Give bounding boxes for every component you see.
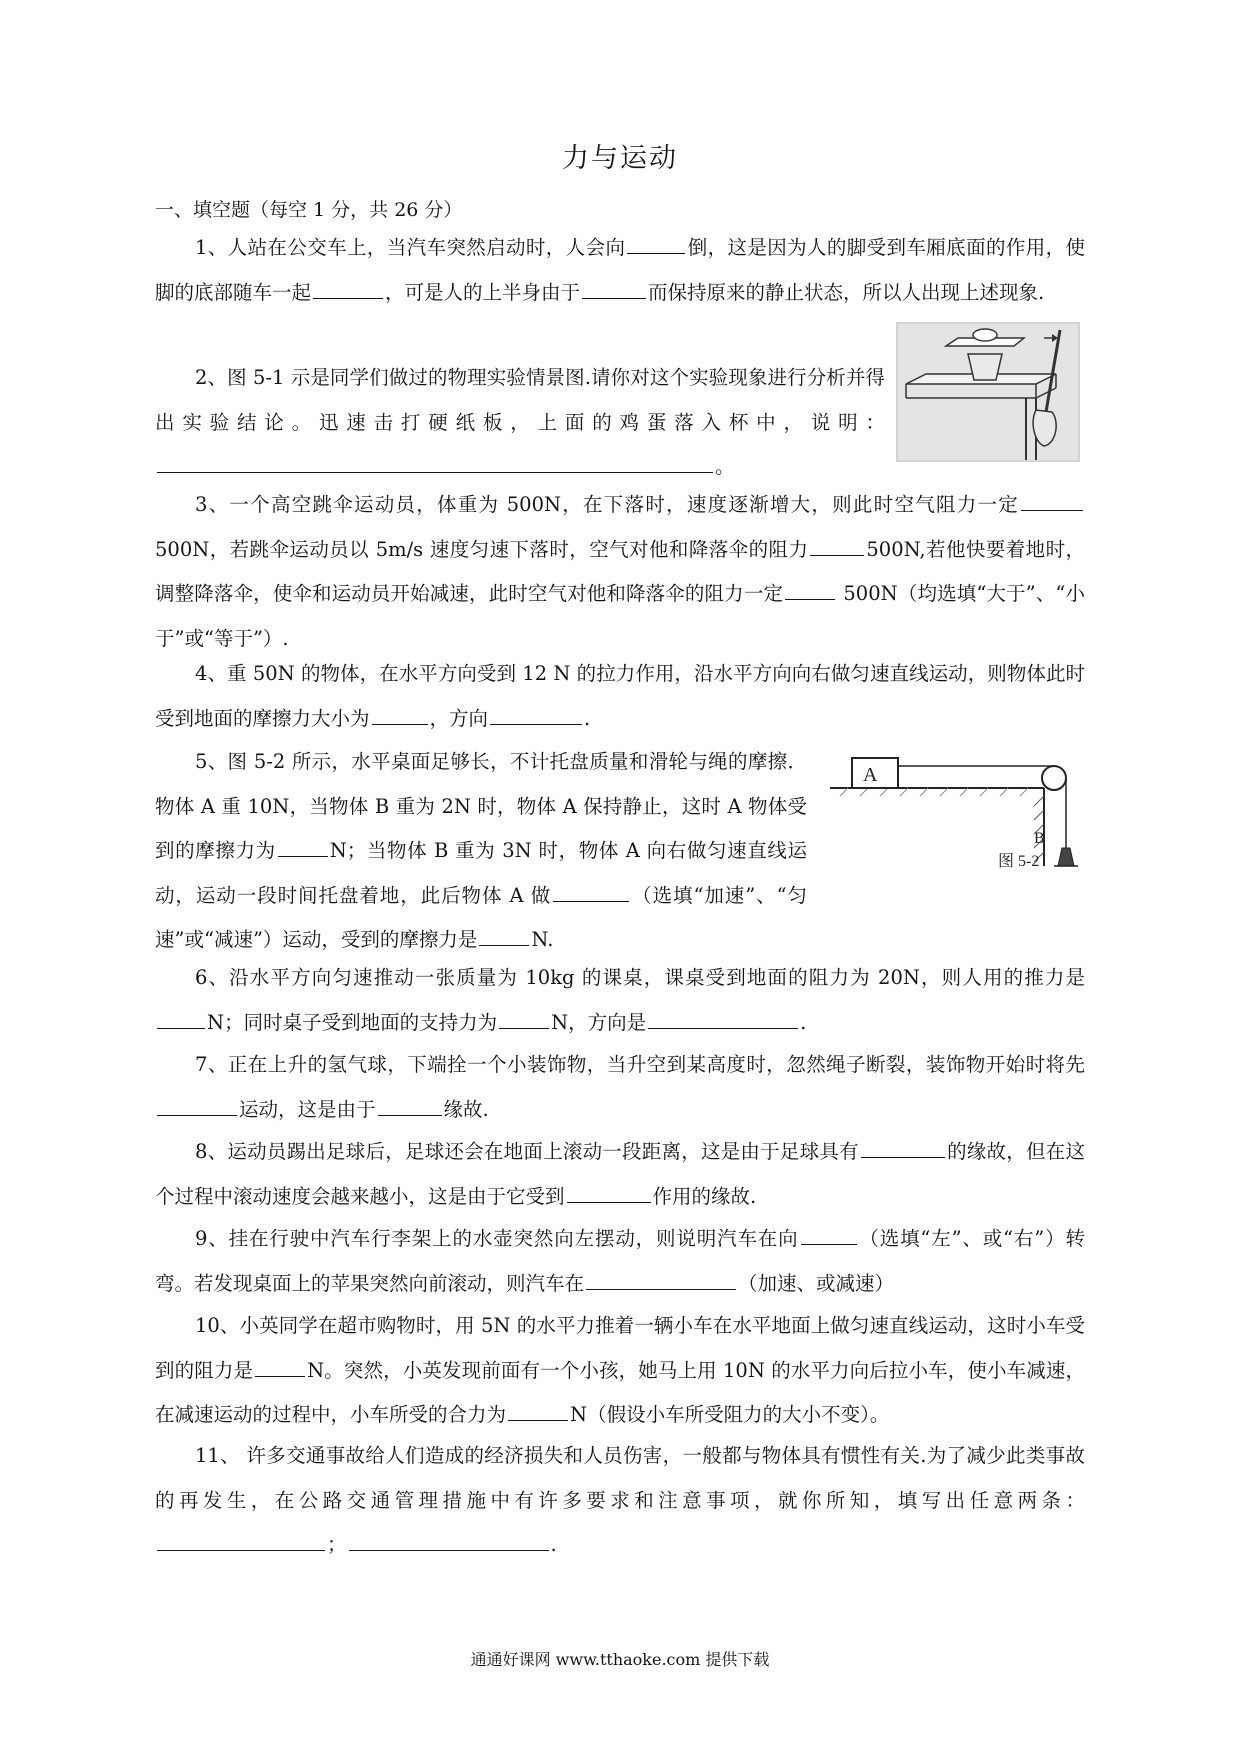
page-title: 力与运动 <box>562 143 678 174</box>
answer-blank[interactable] <box>810 533 864 556</box>
question-8: 8、运动员踢出足球后，足球还会在地面上滚动一段距离，这是由于足球具有 的缘故，但在这个过程中滚动速度会越来越小，这是由于它受到 作用的缘故. <box>155 1130 1085 1219</box>
figure-5-1-egg-cup-experiment <box>896 322 1080 462</box>
answer-blank[interactable] <box>499 1006 549 1029</box>
figure-5-2-caption: 图 5-2 <box>998 853 1040 870</box>
answer-blank[interactable] <box>157 1006 205 1029</box>
section-heading: 一、填空题（每空 1 分，共 26 分） <box>155 199 463 221</box>
page-footer: 通通好课网 www.tthaoke.com 提供下载 <box>470 1650 770 1669</box>
answer-blank[interactable] <box>627 231 685 254</box>
answer-blank[interactable] <box>313 276 383 299</box>
answer-blank[interactable] <box>479 923 529 946</box>
question-7: 7、正在上升的氢气球，下端拴一个小装饰物，当升空到某高度时，忽然绳子断裂，装饰物开始时将先运动，这是由于 缘故. <box>155 1043 1085 1132</box>
answer-blank[interactable] <box>582 276 646 299</box>
answer-blank[interactable] <box>378 1093 442 1116</box>
answer-blank[interactable] <box>567 1180 651 1203</box>
question-11: 11、 许多交通事故给人们造成的经济损失和人员伤害，一般都与物体具有惯性有关.为了减少此类事故的再发生，在公路交通管理措施中有许多要求和注意事项，就你所知，填写出任意两条：； . <box>155 1444 1085 1556</box>
answer-blank[interactable] <box>861 1135 945 1158</box>
answer-blank[interactable] <box>648 1006 798 1029</box>
answer-blank[interactable] <box>372 702 428 725</box>
answer-blank[interactable] <box>490 702 582 725</box>
question-5: 5、图 5-2 所示，水平桌面足够长，不计托盘质量和滑轮与绳的摩擦．物体 A 重 10N，当物体 B 重为 2N 时，物体 A 保持静止，这时 A 物体受到的摩擦力为 N；当物体 B 重为 3N 时，物体 A 向右做匀速直线运动，运动一段时间托盘着地，此后物体 A 做 （选填“加速”、“匀速”或“减速”）运动，受到的摩擦力是 N. <box>155 750 807 951</box>
answer-blank[interactable] <box>278 834 328 857</box>
answer-blank[interactable] <box>255 1354 305 1377</box>
svg-text:A: A <box>863 764 878 786</box>
answer-blank[interactable] <box>1021 488 1083 511</box>
answer-blank[interactable] <box>157 1528 325 1551</box>
answer-blank[interactable] <box>785 577 835 600</box>
question-1: 1、人站在公交车上，当汽车突然启动时，人会向 倒，这是因为人的脚受到车厢底面的作用，使脚的底部随车一起 ，可是人的上半身由于 而保持原来的静止状态，所以人出现上述现象. <box>155 226 1085 315</box>
figure-5-2-pulley-system <box>820 744 1080 880</box>
answer-blank[interactable] <box>586 1267 736 1290</box>
svg-text:B: B <box>1034 830 1045 847</box>
question-2: 2、图 5-1 示是同学们做过的物理实验情景图.请你对这个实验现象进行分析并得出实验结论。迅速击打硬纸板，上面的鸡蛋落入杯中，说明：。 <box>155 366 885 478</box>
answer-blank[interactable] <box>157 1093 237 1116</box>
answer-blank[interactable] <box>349 1528 549 1551</box>
question-6: 6、沿水平方向匀速推动一张质量为 10kg 的课桌，课桌受到地面的阻力为 20N，则人用的推力是N；同时桌子受到地面的支持力为 N，方向是 . <box>155 956 1085 1045</box>
question-10: 10、小英同学在超市购物时，用 5N 的水平力推着一辆小车在水平地面上做匀速直线运动，这时小车受到的阻力是 N。突然，小英发现前面有一个小孩，她马上用 10N 的水平力向后拉小车，使小车减速，在减速运动的过程中，小车所受的合力为 N（假设小车所受阻力的大小不变）。 <box>155 1314 1085 1426</box>
answer-blank[interactable] <box>508 1398 568 1421</box>
answer-blank[interactable] <box>157 450 713 473</box>
answer-blank[interactable] <box>553 879 629 902</box>
answer-blank[interactable] <box>801 1222 857 1245</box>
question-9: 9、挂在行驶中汽车行李架上的水壶突然向左摆动，则说明汽车在向 （选填“左”、或“右”）转弯。若发现桌面上的苹果突然向前滚动，则汽车在 （加速、或减速） <box>155 1217 1085 1306</box>
question-3: 3、一个高空跳伞运动员，体重为 500N，在下落时，速度逐渐增大，则此时空气阻力一定500N，若跳伞运动员以 5m/s 速度匀速下落时，空气对他和降落伞的阻力 500N,若他快要着地时，调整降落伞，使伞和运动员开始减速，此时空气对他和降落伞的阻力一定 500N（均选填“大于”、“小于”或“等于”）. <box>155 483 1085 661</box>
question-4: 4、重 50N 的物体，在水平方向受到 12 N 的拉力作用，沿水平方向向右做匀速直线运动，则物体此时受到地面的摩擦力大小为 ，方向 . <box>155 662 1085 730</box>
